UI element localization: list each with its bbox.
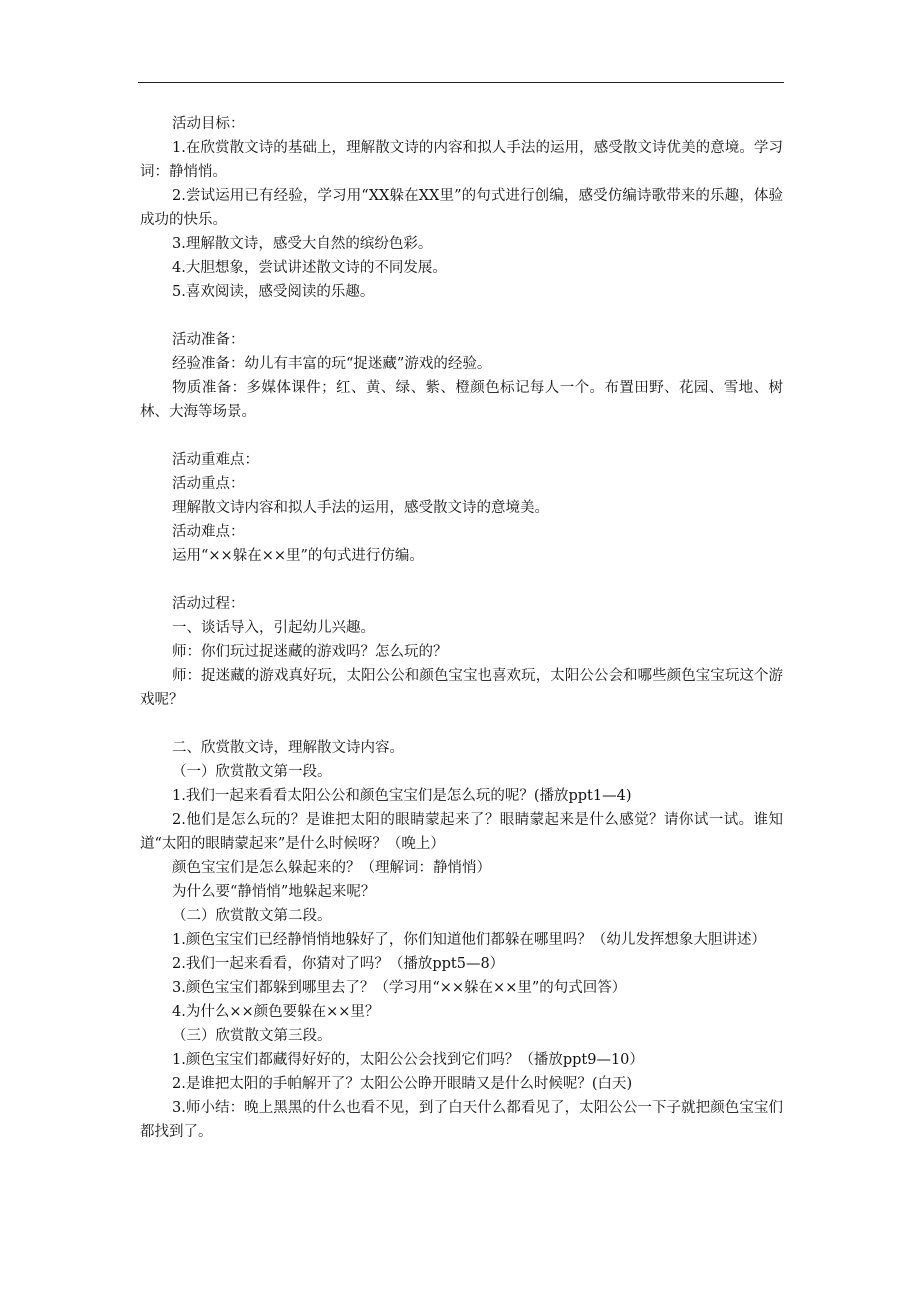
goal-item-1: 1.在欣赏散文诗的基础上，理解散文诗的内容和拟人手法的运用，感受散文诗优美的意境。学习词：静悄悄。	[140, 140, 783, 180]
sec2-line-4: 4.为什么××颜色要躲在××里？	[172, 1004, 380, 1020]
process-heading: 活动过程：	[172, 596, 245, 612]
sec2-line-3: 3.颜色宝宝们都躲到哪里去了？（学习用“××躲在××里”的句式回答）	[172, 980, 627, 996]
part1-line-1: 师：你们玩过捉迷藏的游戏吗？怎么玩的？	[172, 644, 448, 660]
sec3-line-1: 1.颜色宝宝们都藏得好好的，太阳公公会找到它们吗？（播放ppt9—10）	[172, 1052, 644, 1068]
sec1-line-3: 颜色宝宝们是怎么躲起来的？（理解词：静悄悄）	[172, 860, 491, 876]
sec3-title: （三）欣赏散文第三段。	[172, 1028, 332, 1044]
goal-item-4: 4.大胆想象，尝试讲述散文诗的不同发展。	[172, 260, 447, 276]
sec1-line-4: 为什么要“静悄悄”地躲起来呢？	[172, 884, 376, 900]
focus-label: 活动重点：	[172, 476, 245, 492]
sec3-line-3: 3.师小结：晚上黑黑的什么也看不见，到了白天什么都看见了，太阳公公一下子就把颜色宝宝们都找到了。	[140, 1100, 783, 1140]
difficulty-text: 运用“××躲在××里”的句式进行仿编。	[172, 548, 424, 564]
sec1-line-1: 1.我们一起来看看太阳公公和颜色宝宝们是怎么玩的呢？(播放ppt1—4)	[172, 788, 632, 804]
sec2-line-1: 1.颜色宝宝们已经静悄悄地躲好了，你们知道他们都躲在哪里吗？（幼儿发挥想象大胆讲述）	[172, 932, 766, 948]
sec1-title: （一）欣赏散文第一段。	[172, 764, 332, 780]
focus-text: 理解散文诗内容和拟人手法的运用，感受散文诗的意境美。	[172, 500, 549, 516]
goal-item-3: 3.理解散文诗，感受大自然的缤纷色彩。	[172, 236, 433, 252]
goal-item-5: 5.喜欢阅读，感受阅读的乐趣。	[172, 284, 375, 300]
document-body	[140, 112, 783, 1144]
goal-item-2: 2.尝试运用已有经验，学习用“XX躲在XX里”的句式进行创编，感受仿编诗歌带来的乐趣，体验成功的快乐。	[140, 188, 783, 228]
part1-line-2: 师：捉迷藏的游戏真好玩，太阳公公和颜色宝宝也喜欢玩，太阳公公会和哪些颜色宝宝玩这个游戏呢？	[140, 668, 783, 708]
difficulty-label: 活动难点：	[172, 524, 245, 540]
prep-material: 物质准备：多媒体课件；红、黄、绿、紫、橙颜色标记每人一个。布置田野、花园、雪地、树林、大海等场景。	[140, 380, 783, 420]
part2-title: 二、欣赏散文诗，理解散文诗内容。	[172, 740, 404, 756]
keypoints-heading: 活动重难点：	[172, 452, 259, 468]
sec2-line-2: 2.我们一起来看看，你猜对了吗？（播放ppt5—8）	[172, 956, 505, 972]
sec1-line-2: 2.他们是怎么玩的？是谁把太阳的眼睛蒙起来了？眼睛蒙起来是什么感觉？请你试一试。谁知道“太阳的眼睛蒙起来”是什么时候呀？（晚上）	[140, 812, 783, 852]
part1-title: 一、谈话导入，引起幼儿兴趣。	[172, 620, 375, 636]
sec3-line-2: 2.是谁把太阳的手帕解开了？太阳公公睁开眼睛又是什么时候呢？(白天)	[172, 1076, 633, 1092]
goals-heading: 活动目标：	[172, 116, 245, 132]
sec2-title: （二）欣赏散文第二段。	[172, 908, 332, 924]
prep-heading: 活动准备：	[172, 332, 245, 348]
header-rule	[138, 82, 784, 83]
prep-experience: 经验准备：幼儿有丰富的玩“捉迷藏”游戏的经验。	[172, 356, 492, 372]
